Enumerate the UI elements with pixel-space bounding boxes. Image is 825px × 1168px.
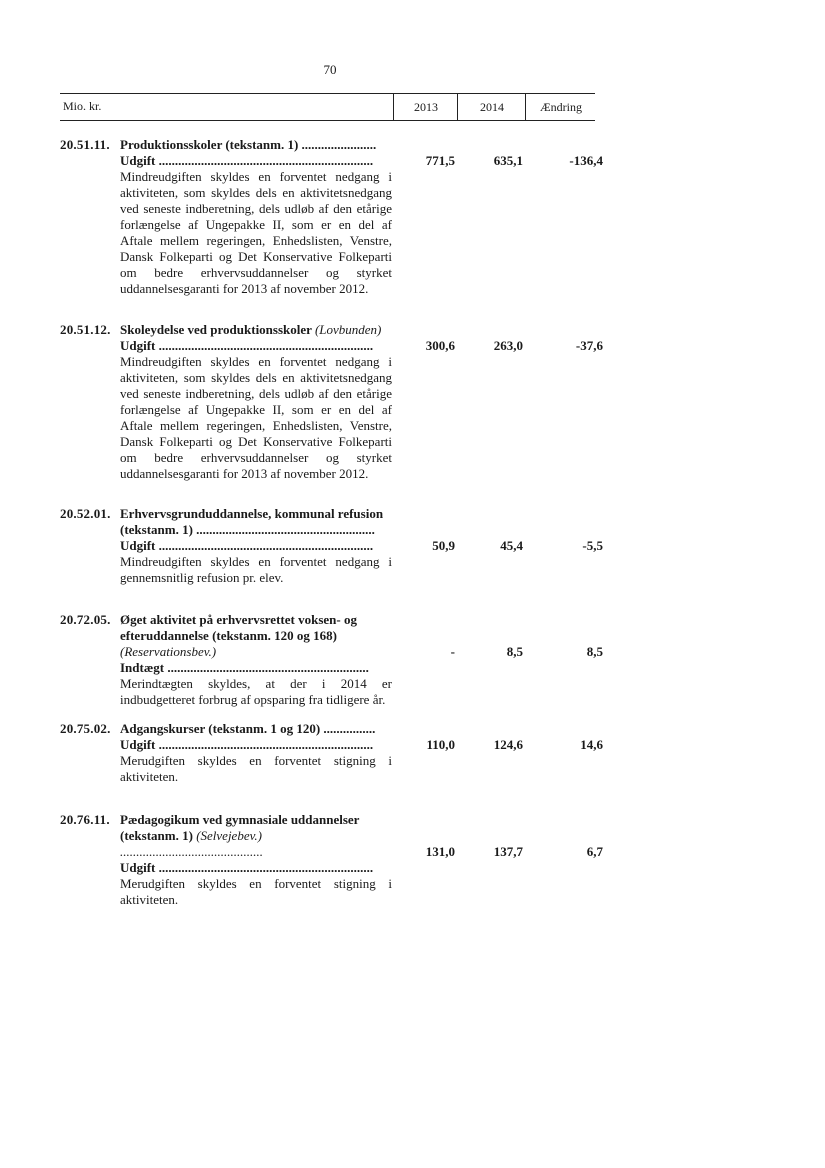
account-number: 20.51.12. (60, 322, 111, 337)
value-2013: 50,9 (432, 538, 455, 553)
entry-title: Øget aktivitet på erhvervsrettet voksen- og efteruddannelse (tekstanm. 120 og 168) (Reservationsbev.) (120, 612, 357, 659)
entry-title: Erhvervsgrunduddannelse, kommunal refusion (tekstanm. 1) ....................................................... (120, 506, 384, 537)
value-2013: 110,0 (426, 737, 455, 752)
account-number: 20.75.02. (60, 721, 111, 736)
entry-kind: Indtægt .............................................................. (120, 660, 369, 675)
entry-title: Pædagogikum ved gymnasiale uddannelser (tekstanm. 1) (Selvejebev.) ............................................ (120, 812, 360, 859)
entry-body (120, 322, 392, 482)
entry-body (120, 721, 392, 785)
entry-values (393, 844, 603, 860)
unit-label: Mio. kr. (63, 99, 102, 113)
value-change: 14,6 (580, 737, 603, 752)
entry-kind: Udgift .................................................................. (120, 538, 374, 553)
account-number: 20.52.01. (60, 506, 111, 521)
value-2014: 635,1 (493, 153, 523, 168)
value-2013: 131,0 (425, 844, 455, 859)
column-2013: 2013 (393, 94, 458, 120)
value-2013: 771,5 (425, 153, 455, 168)
entry-title: Produktionsskoler (tekstanm. 1) ....................... (120, 137, 377, 152)
value-2014: 45,4 (500, 538, 523, 553)
value-2013: 300,6 (425, 338, 455, 353)
entry-description: Merindtægten skyldes, at der i 2014 er indbudgetteret forbrug af opsparing fra tidligere år. (120, 676, 392, 707)
value-2014: 124,6 (493, 737, 523, 752)
page-number: 70 (323, 62, 337, 77)
value-change: -5,5 (582, 538, 603, 553)
value-2014: 263,0 (493, 338, 523, 353)
entry-description: Mindreudgiften skyldes en forventet nedgang i aktiviteten, som skyldes dels en aktivitetsnedgang ved seneste indberetning, dels udløb af den etårige forlængelse af Ungepakke II, som er en del af Aftale mellem regeringen, Enhedslisten, Venstre, Dansk Folkeparti og Det Konservative Folkeparti om bedre erhvervsuddannelser og styrket uddannelsesgaranti for 2013 af november 2012. (120, 354, 392, 481)
entry-kind: Udgift .................................................................. (120, 737, 374, 752)
entry-description: Merudgiften skyldes en forventet stigning i aktiviteten. (120, 753, 392, 784)
value-2013: - (450, 644, 455, 659)
account-number: 20.76.11. (60, 812, 110, 827)
value-change: -37,6 (575, 338, 603, 353)
column-2014: 2014 (457, 94, 526, 120)
value-change: 8,5 (586, 644, 603, 659)
entry-body (120, 506, 392, 586)
table-header (60, 93, 595, 121)
entry-values (393, 153, 603, 169)
entry-body (120, 137, 392, 297)
entry-values (393, 737, 603, 753)
column-change: Ændring (525, 94, 596, 120)
entry-values (393, 338, 603, 354)
entry-values (393, 644, 603, 660)
entry-body (120, 612, 392, 708)
value-2014: 137,7 (493, 844, 523, 859)
entry-kind: Udgift .................................................................. (120, 338, 374, 353)
entry-kind: Udgift .................................................................. (120, 153, 374, 168)
entry-title: Adgangskurser (tekstanm. 1 og 120) ................ (120, 721, 376, 736)
entry-description: Mindreudgiften skyldes en forventet nedgang i gennemsnitlig refusion pr. elev. (120, 554, 392, 585)
account-number: 20.72.05. (60, 612, 111, 627)
entry-kind: Udgift .................................................................. (120, 860, 374, 875)
entry-values (393, 538, 603, 554)
entry-title: Skoleydelse ved produktionsskoler (Lovbunden) (120, 322, 382, 337)
value-2014: 8,5 (506, 644, 523, 659)
entry-description: Mindreudgiften skyldes en forventet nedgang i aktiviteten, som skyldes dels en aktivitetsnedgang ved seneste indberetning, dels udløb af den etårige forlængelse af Ungepakke II, som er en del af Aftale mellem regeringen, Enhedslisten, Venstre, Dansk Folkeparti og Det Konservative Folkeparti om bedre erhvervsuddannelser og styrket uddannelsesgaranti for 2013 af november 2012. (120, 169, 392, 296)
value-change: -136,4 (569, 153, 603, 168)
entry-description: Merudgiften skyldes en forventet stigning i aktiviteten. (120, 876, 392, 907)
value-change: 6,7 (586, 844, 603, 859)
entry-body (120, 812, 392, 908)
account-number: 20.51.11. (60, 137, 110, 152)
